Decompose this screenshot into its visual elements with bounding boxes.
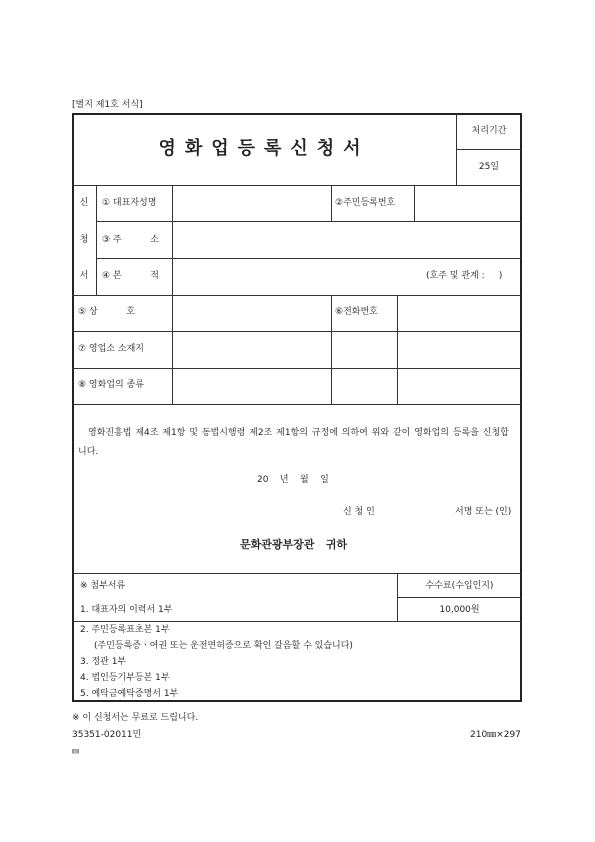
- domicile-note: (호주 및 관계 : ): [426, 271, 503, 281]
- signature-label: 서명 또는 (인): [455, 507, 512, 517]
- paper-size-unit: ㎜: [72, 747, 79, 755]
- applicant-side-label-3: 서: [79, 271, 89, 281]
- attachment-item: 3. 정관 1부: [80, 657, 127, 667]
- applicant-label: 신 청 인: [343, 507, 375, 517]
- phone-label: ⑥전화번호: [335, 307, 378, 317]
- date-line: 20 년 월 일: [257, 475, 329, 485]
- rep-name-label: ① 대표자성명: [102, 198, 157, 208]
- phone-input[interactable]: [398, 296, 521, 330]
- divider: [72, 404, 522, 405]
- attachment-item-note: (주민등록증ㆍ여권 또는 운전면허증으로 확인 갈음할 수 있습니다): [94, 641, 353, 651]
- resident-no-input[interactable]: [415, 186, 521, 220]
- office-input[interactable]: [173, 332, 330, 367]
- domicile-label: ④ 본 적: [102, 271, 159, 281]
- business-type-input[interactable]: [173, 369, 330, 403]
- divider: [331, 185, 332, 221]
- attachment-item: 2. 주민등록표초본 1부: [80, 625, 170, 635]
- resident-no-label: ②주민등록번호: [335, 198, 396, 208]
- processing-period-value: 25일: [478, 162, 500, 172]
- business-type-label: ⑧ 영화업의 종류: [78, 380, 144, 390]
- trade-name-input[interactable]: [173, 296, 330, 330]
- form-code: 35351-02011민: [72, 730, 142, 740]
- fee-label: 수수료(수입인지): [425, 581, 494, 591]
- footer-note: ※ 이 신청서는 무료로 드립니다.: [72, 713, 199, 723]
- divider: [456, 149, 522, 150]
- paper-size: 210㎜×297: [470, 730, 521, 740]
- fee-value: 10,000원: [439, 605, 480, 615]
- divider: [96, 185, 97, 295]
- address-input[interactable]: [173, 222, 521, 257]
- divider: [397, 597, 522, 598]
- processing-period-label: 처리기간: [471, 126, 507, 136]
- declaration-text: 영화진흥법 제4조 제1항 및 동법시행령 제2조 제1항의 규정에 의하여 위와 같이 영화업의 등록을 신청합니다.: [78, 428, 509, 457]
- recipient: 문화관광부장관 귀하: [240, 538, 348, 551]
- address-label: ③ 주 소: [102, 235, 159, 245]
- office-label: ⑦ 영업소 소재지: [78, 344, 144, 354]
- form-title: 영화업등록신청서: [158, 138, 370, 159]
- attachment-item: 1. 대표자의 이력서 1부: [80, 605, 173, 615]
- attachment-item: 4. 법인등기부등본 1부: [80, 673, 170, 683]
- applicant-side-label-2: 청: [79, 235, 89, 245]
- attachments-header: ※ 첨부서류: [80, 581, 126, 591]
- divider: [72, 621, 522, 622]
- divider: [331, 295, 332, 404]
- rep-name-input[interactable]: [173, 186, 330, 220]
- applicant-side-label-1: 신: [79, 198, 89, 208]
- trade-name-label: ⑤ 상 호: [78, 307, 135, 317]
- attachment-item: 5. 예탁금예탁증명서 1부: [80, 689, 179, 699]
- divider: [72, 573, 522, 574]
- form-reference: [별지 제1호 서식]: [72, 100, 143, 110]
